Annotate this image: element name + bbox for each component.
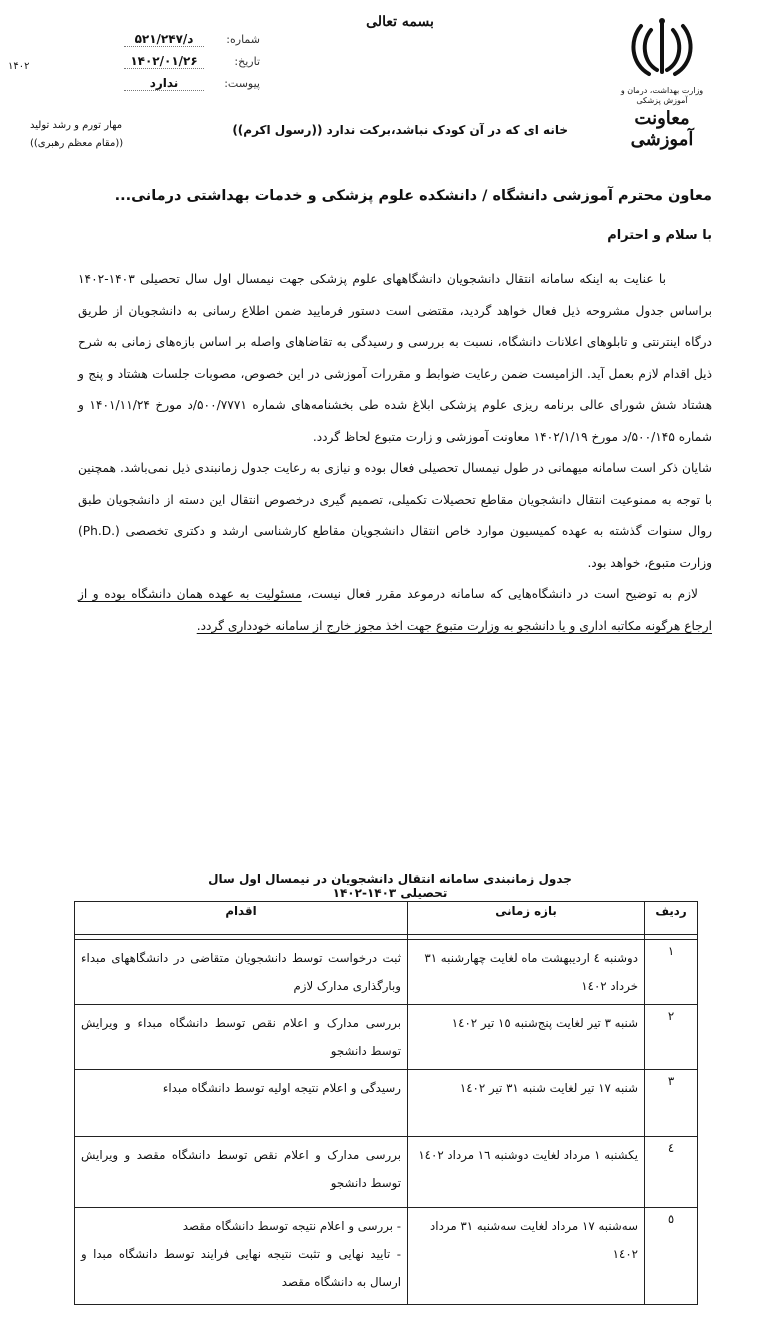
schedule-table <box>74 901 698 1305</box>
row-period: شنبه ۱۷ تیر لغایت شنبه ۳۱ تیر ۱٤۰۲ <box>408 1070 645 1137</box>
table-row <box>75 1137 698 1208</box>
paragraph-3 <box>78 579 712 642</box>
table-header-row <box>75 902 698 935</box>
row-number: ۱ <box>645 940 698 1005</box>
greeting: با سلام و احترام <box>607 228 712 243</box>
paragraph-2: شایان ذکر است سامانه میهمانی در طول نیمسال تحصیلی فعال بوده و نیازی به رعایت جدول زمانبندی ذیل نمی‌باشد. همچنین با توجه به ممنوعیت انتقال دانشجویان مقاطع تحصیلات تکمیلی، تصمیم گیری درخصوص انتقال این دسته از دانشجویان طبق روال سنوات گذشته به عهده کمیسیون موارد خاص انتقال دانشجویان مقاطع کارشناسی ارشد و دکتری تخصصی (.Ph.D) وزارت متبوع، خواهد بود. <box>78 461 712 570</box>
number-value: د/۵۲۱/۲۴۷ <box>124 32 204 47</box>
date-row <box>60 54 260 76</box>
row-action <box>75 1208 408 1305</box>
attachment-row <box>60 76 260 98</box>
date-value: ۱۴۰۲/۰۱/۲۶ <box>124 54 204 69</box>
date-label: تاریخ: <box>234 55 260 68</box>
row-number: ۲ <box>645 1005 698 1070</box>
row-action: بررسی مدارک و اعلام نقص توسط دانشگاه مبداء و ویرایش توسط دانشجو <box>75 1005 408 1070</box>
attachment-value: ندارد <box>124 76 204 91</box>
table-row <box>75 940 698 1005</box>
row-period: شنبه ۳ تیر لغایت پنج‌شنبه ۱٥ تیر ۱٤۰۲ <box>408 1005 645 1070</box>
slogan-line: مهار تورم و رشد تولید <box>30 120 123 131</box>
row-action: ثبت درخواست توسط دانشجویان متقاضی در دانشگاههای مبداء وبارگذاری مدارک لازم <box>75 940 408 1005</box>
row-action: بررسی مدارک و اعلام نقص توسط دانشگاه مقصد و ویرایش توسط دانشجو <box>75 1137 408 1208</box>
letter-body <box>78 264 712 642</box>
salutation: معاون محترم آموزشی دانشگاه / دانشکده علوم پزشکی و خدمات بهداشتی درمانی... <box>114 188 712 204</box>
basmala: بسمه تعالی <box>366 14 434 30</box>
number-label: شماره: <box>226 33 260 46</box>
iran-emblem-icon <box>627 14 697 84</box>
row-action: رسیدگی و اعلام نتیجه اولیه توسط دانشگاه مبداء <box>75 1070 408 1137</box>
slogan-attribution: ((مقام معظم رهبری)) <box>30 138 124 149</box>
ministry-logo <box>612 14 712 150</box>
row-number: ۳ <box>645 1070 698 1137</box>
slogan <box>30 117 190 153</box>
table-row <box>75 1005 698 1070</box>
row-number: ٤ <box>645 1137 698 1208</box>
letter-meta <box>60 32 260 98</box>
table-row <box>75 1070 698 1137</box>
table-row <box>75 1208 698 1305</box>
col-action-header: اقدام <box>75 902 408 935</box>
row-period: دوشنبه ٤ اردیبهشت ماه لغایت چهارشنبه ۳۱ خرداد ۱٤۰۲ <box>408 940 645 1005</box>
number-row <box>60 32 260 54</box>
row-period: سه‌شنبه ۱۷ مرداد لغایت سه‌شنبه ۳۱ مرداد ۱٤۰۲ <box>408 1208 645 1305</box>
year-mark: ۱۴۰۲ <box>8 61 30 72</box>
action-item: - بررسی و اعلام نتیجه توسط دانشگاه مقصد <box>182 1219 401 1233</box>
ministry-line: وزارت بهداشت، درمان و آموزش پزشکی <box>620 86 704 105</box>
office-name: معاونت آموزشی <box>630 108 694 150</box>
motto: خانه ای که در آن کودک نباشد،برکت ندارد ((رسول اکرم)) <box>232 123 568 137</box>
col-period-header: بازه زمانی <box>408 902 645 935</box>
paragraph-1: با عنایت به اینکه سامانه انتقال دانشجویان دانشگاههای علوم پزشکی جهت نیمسال اول سال تحصیلی ۱۴۰۳-۱۴۰۲ براساس جدول مشروحه ذیل فعال خواهد گردید، مقتضی است دستور فرمایید ضمن اطلاع رسانی به دانشجویان از طریق درگاه اینترنتی و تابلوهای اعلانات دانشگاه، نسبت به بررسی و رسیدگی به تقاضاهای واصله بر اساس بازه‌های زمانی به شرح ذیل اقدام لازم بعمل آید. الزامیست ضمن رعایت ضوابط و مقررات آموزشی در این خصوص، مصوبات جلسات هشتاد و پنج و هشتاد شش شورای عالی برنامه ریزی علوم پزشکی ابلاغ شده طی بخشنامه‌های شماره ۵۰۰/۷۷۷۱/د مورخ ۱۴۰۱/۱۱/۲۴ و شماره ۵۰۰/۱۴۵/د مورخ ۱۴۰۲/۱/۱۹ معاونت آموزشی و زارت متبوع لحاظ گردد. <box>78 272 713 444</box>
action-item: - تایید نهایی و تثبت نتیجه نهایی فرایند توسط دانشگاه مبدا و ارسال به دانشگاه مقصد <box>81 1247 401 1289</box>
row-number: ٥ <box>645 1208 698 1305</box>
row-period: یکشنبه ۱ مرداد لغایت دوشنبه ۱٦ مرداد ۱٤۰۲ <box>408 1137 645 1208</box>
attachment-label: پیوست: <box>224 77 260 90</box>
paragraph-3-underlined: مسئولیت به عهده همان دانشگاه بوده و از ارجاع هرگونه مکاتبه اداری و یا دانشجو به وزارت متبوع جهت اخذ مجوز خارج از سامانه خودداری گردد. <box>78 587 712 633</box>
col-row-header: ردیف <box>645 902 698 935</box>
schedule-title: جدول زمانبندی سامانه انتقال دانشجویان در نیمسال اول سال تحصیلی ۱۴۰۳-۱۴۰۲ <box>208 872 572 900</box>
paragraph-3-text: لازم به توضیح است در دانشگاه‌هایی که سامانه درموعد مقرر فعال نیست، <box>301 587 698 601</box>
